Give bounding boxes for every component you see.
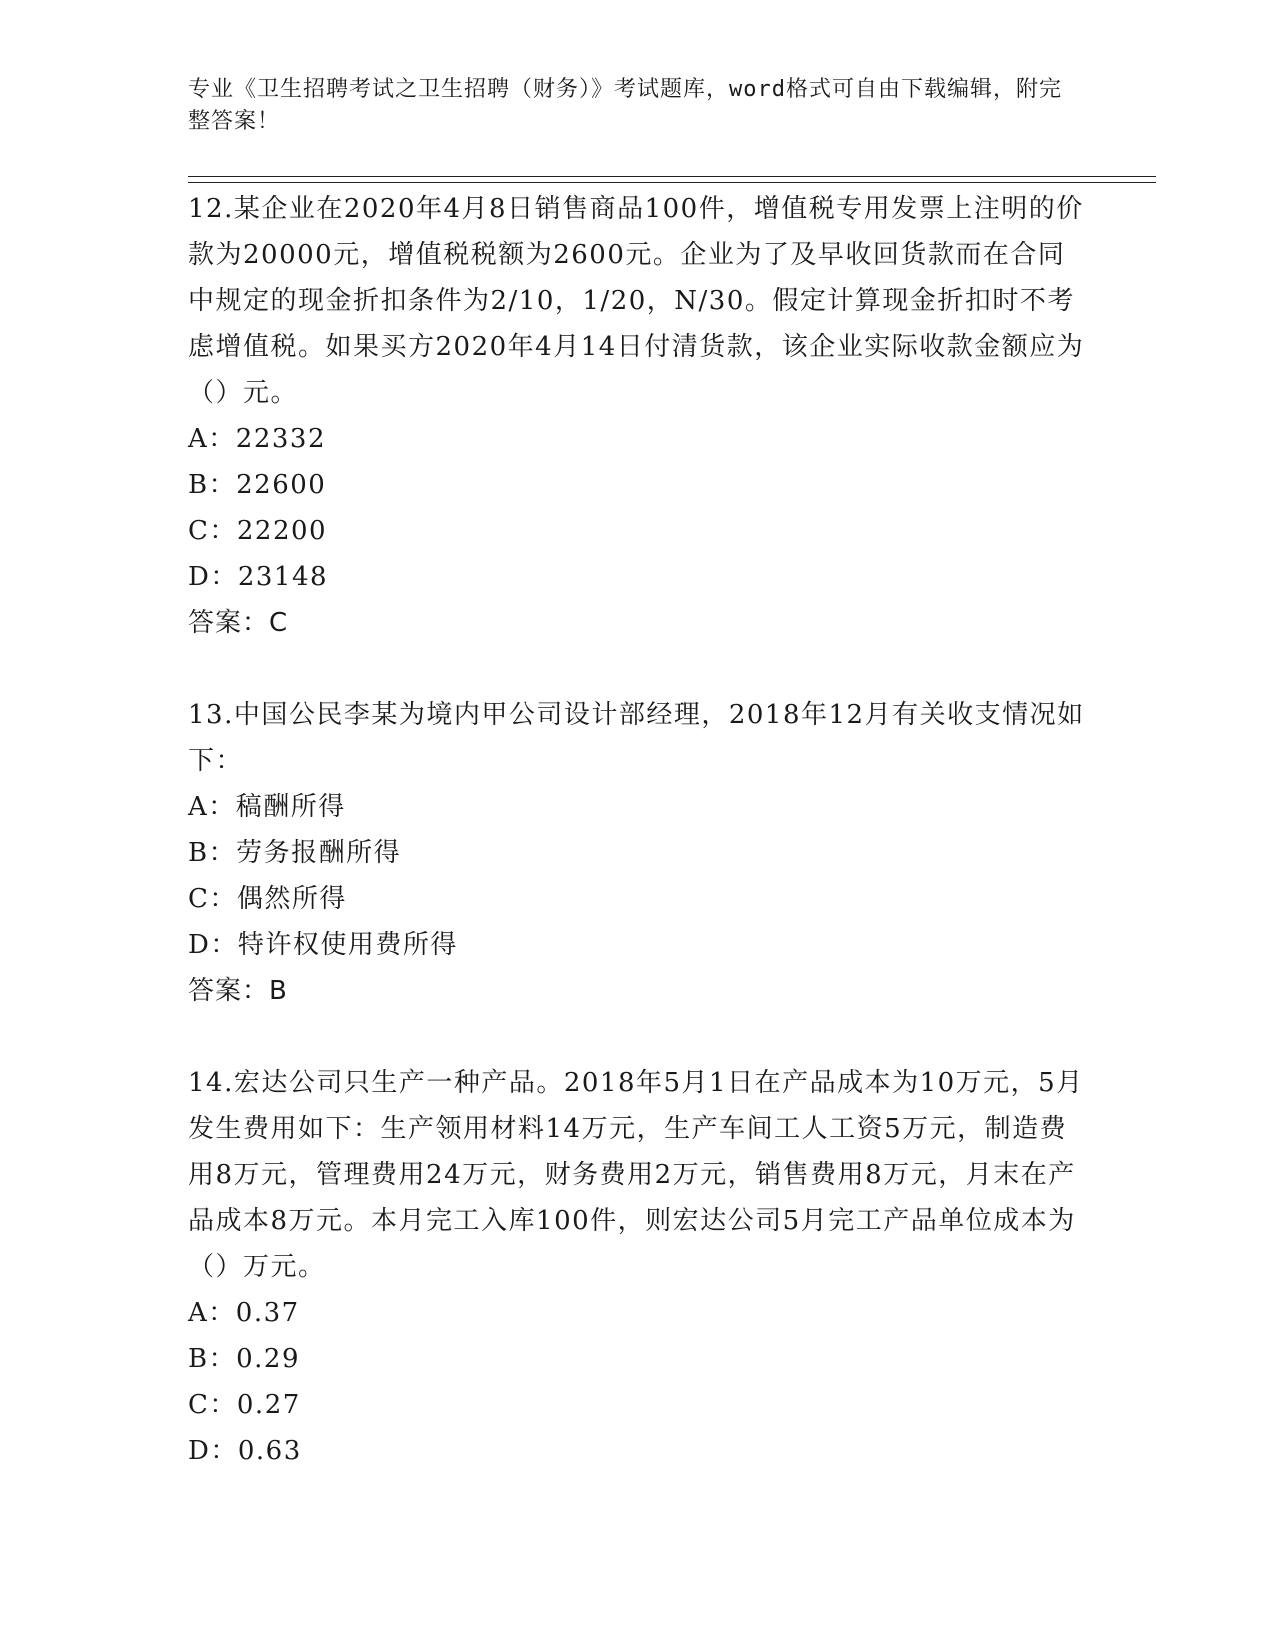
header-title: 专业《卫生招聘考试之卫生招聘（财务）》考试题库，word格式可自由下载编辑，附完整答案！ bbox=[188, 77, 1062, 134]
option-d: D：23148 bbox=[188, 562, 329, 592]
question-stem: 12.某企业在2020年4月8日销售商品100件，增值税专用发票上注明的价款为20000元，增值税税额为2600元。企业为了及早收回货款而在合同中规定的现金折扣条件为2/10，1/20，N/30。假定计算现金折扣时不考虑增值税。如果买方2020年4月14日付清货款，该企业实际收款金额应为（）元。 bbox=[188, 194, 1085, 408]
option-c: C：偶然所得 bbox=[188, 884, 347, 914]
question-14 bbox=[188, 1060, 1088, 1474]
option-a: A：稿酬所得 bbox=[188, 792, 346, 822]
header-rule-top bbox=[188, 176, 1156, 177]
option-a: A：0.37 bbox=[188, 1298, 300, 1328]
document-header bbox=[188, 74, 1068, 138]
option-d: D：特许权使用费所得 bbox=[188, 930, 458, 960]
answer-line: 答案：C bbox=[188, 608, 289, 638]
option-c: C：22200 bbox=[188, 516, 328, 546]
option-d: D：0.63 bbox=[188, 1436, 302, 1466]
option-c: C：0.27 bbox=[188, 1390, 301, 1420]
option-b: B：0.29 bbox=[188, 1344, 300, 1374]
question-stem: 14.宏达公司只生产一种产品。2018年5月1日在产品成本为10万元，5月发生费用如下：生产领用材料14万元，生产车间工人工资5万元，制造费用8万元，管理费用24万元，财务费用2万元，销售费用8万元，月末在产品成本8万元。本月完工入库100件，则宏达公司5月完工产品单位成本为（）万元。 bbox=[188, 1068, 1084, 1282]
question-stem: 13.中国公民李某为境内甲公司设计部经理，2018年12月有关收支情况如下： bbox=[188, 700, 1085, 776]
option-a: A：22332 bbox=[188, 424, 326, 454]
question-13 bbox=[188, 692, 1088, 1014]
option-b: B：劳务报酬所得 bbox=[188, 838, 402, 868]
question-list bbox=[188, 186, 1088, 1520]
answer-line: 答案：B bbox=[188, 976, 288, 1006]
question-12 bbox=[188, 186, 1088, 646]
option-b: B：22600 bbox=[188, 470, 327, 500]
header-rule-bottom bbox=[188, 182, 1156, 183]
